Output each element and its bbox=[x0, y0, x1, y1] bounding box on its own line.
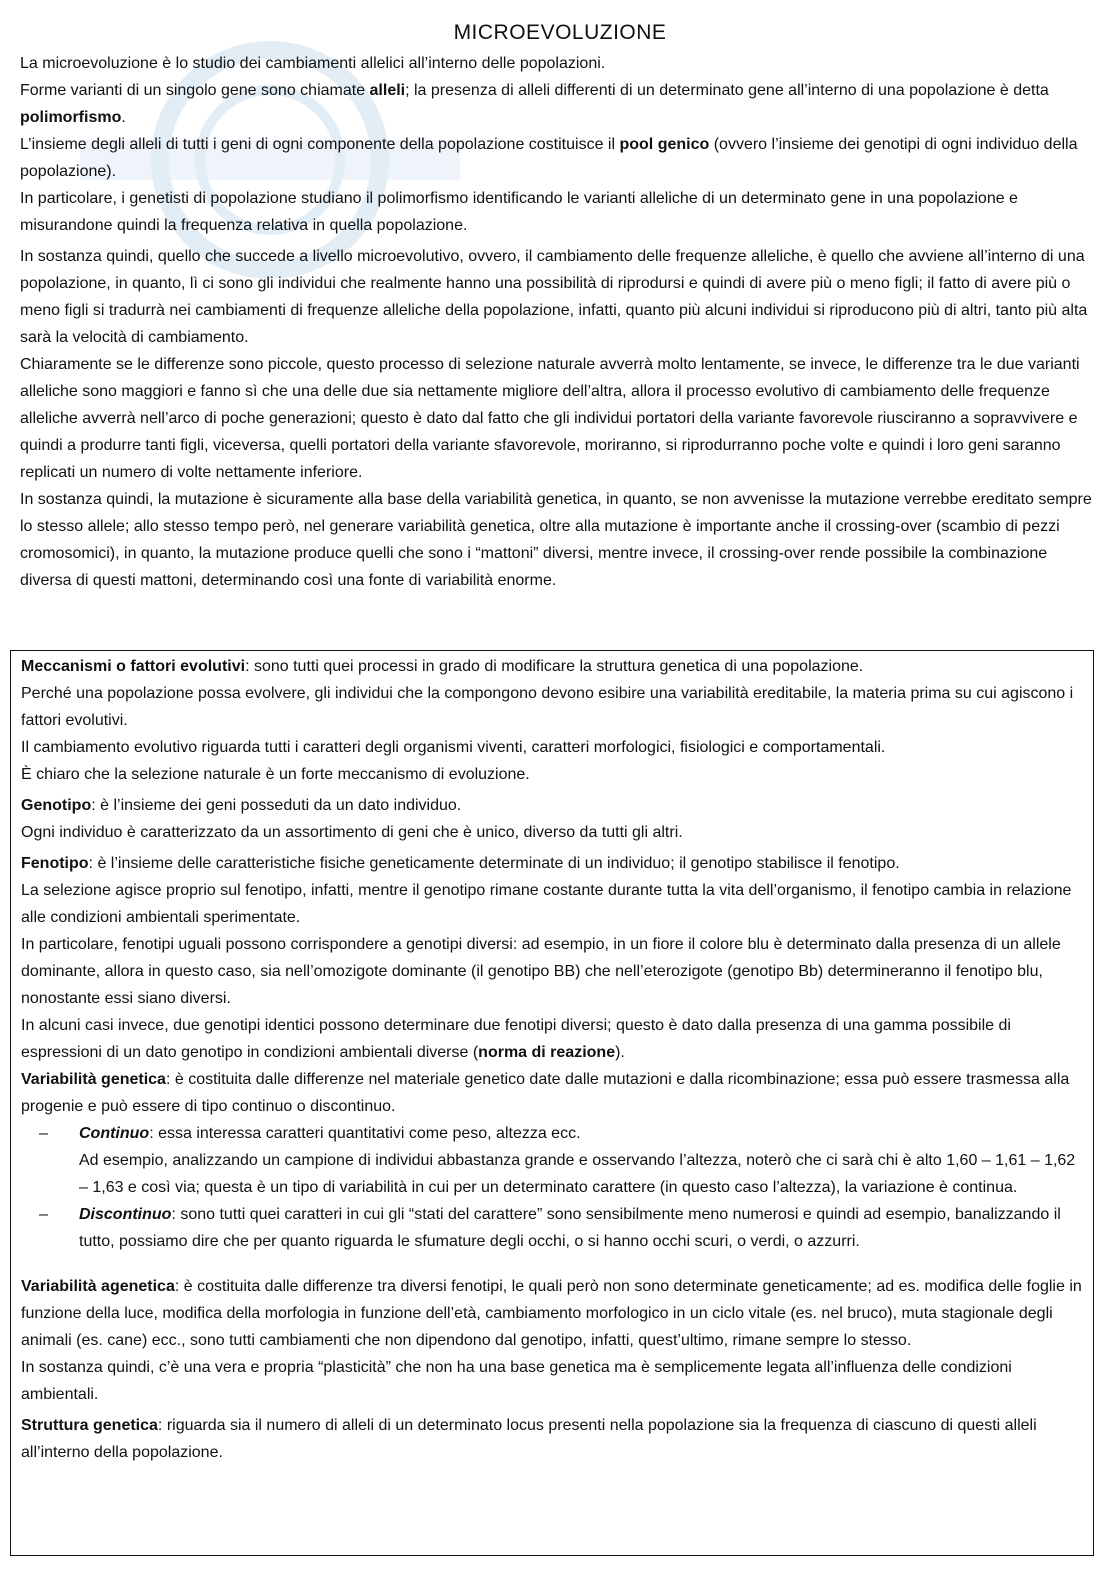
genotipo-line-2: Ogni individuo è caratterizzato da un assortimento di geni che è unico, diverso da tutti gli altri. bbox=[21, 824, 683, 841]
genotipo-definition: Genotipo: è l’insieme dei geni posseduti da un dato individuo. bbox=[21, 797, 462, 814]
struttura-genetica-definition: Struttura genetica: riguarda sia il numero di alleli di un determinato locus presenti nella popolazione sia la frequenza di ciascuno di questi alleli all’interno della popolazione. bbox=[21, 1417, 1037, 1461]
term-polimorfismo: polimorfismo bbox=[20, 109, 122, 126]
term-norma-di-reazione: norma di reazione bbox=[478, 1044, 616, 1061]
list-item-continuo: – Continuo: essa interessa caratteri quantitativi come peso, altezza ecc. Ad esempio, analizzando un campione di individui abbastanza grande e osservando l’altezza, noterò che ci sarà chi è alto 1,60 – 1,61 – 1,62 – 1,63 e così via; questa è un tipo di variabilità in cui per un determinato carattere (in questo caso l’altezza), la variazione è continua. bbox=[21, 1120, 1083, 1201]
intro-paragraph-6: Chiaramente se le differenze sono piccole, questo processo di selezione naturale avverrà molto lentamente, se invece, le differenze tra le due varianti alleliche sono maggiori e fanno sì che una delle due sia nettamente migliore dell’altra, allora il processo evolutivo di cambiamento delle frequenze alleliche avverrà nell’arco di poche generazioni; questo è dato dal fatto che gli individui portatori della variante favorevole riusciranno a sopravvivere e quindi a produrre tanti figli, viceversa, quelli portatori della variante sfavorevole, moriranno, si riprodurranno poche volte e quindi i loro geni saranno replicati un numero di volte nettamente inferiore. bbox=[20, 356, 1080, 481]
meccanismi-line-2: Perché una popolazione possa evolvere, gli individui che la compongono devono esibire una variabilità ereditabile, la materia prima su cui agiscono i fattori evolutivi. bbox=[21, 685, 1074, 729]
fenotipo-line-2: La selezione agisce proprio sul fenotipo, infatti, mentre il genotipo rimane costante durante tutta la vita dell’organismo, il fenotipo cambia in relazione alle condizioni ambientali sperimentate. bbox=[21, 882, 1072, 926]
dash-bullet: – bbox=[39, 1206, 48, 1223]
meccanismi-line-4: È chiaro che la selezione naturale è un forte meccanismo di evoluzione. bbox=[21, 766, 530, 783]
agenetica-line-2: In sostanza quindi, c’è una vera e propria “plasticità” che non ha una base genetica ma è semplicemente legata all’influenza delle condizioni ambientali. bbox=[21, 1359, 1012, 1403]
fenotipo-line-3: In particolare, fenotipi uguali possono corrispondere a genotipi diversi: ad esempio, in un fiore il colore blu è determinato dalla presenza di un allele dominante, allora in questo caso, sia nell’omozigote dominante (il genotipo BB) che nell’eterozigote (genotipo Bb) determineranno il fenotipo blu, nonostante essi siano diversi. bbox=[21, 936, 1061, 1007]
dash-bullet: – bbox=[39, 1125, 48, 1142]
intro-paragraph-3: L’insieme degli alleli di tutti i geni di ogni componente della popolazione costituisce il pool genico (ovvero l’insieme dei genotipi di ogni individuo della popolazione). bbox=[20, 136, 1078, 180]
fenotipo-line-4: In alcuni casi invece, due genotipi identici possono determinare due fenotipi diversi; questo è dato dalla presenza di una gamma possibile di espressioni di un dato genotipo in condizioni ambientali diverse (norma di reazione). bbox=[21, 1017, 1011, 1061]
intro-paragraph-4: In particolare, i genetisti di popolazione studiano il polimorfismo identificando le varianti alleliche di un determinato gene in una popolazione e misurandone quindi la frequenza relativa in quella popolazione. bbox=[20, 190, 1018, 234]
term-alleli: alleli bbox=[369, 82, 406, 99]
variabilita-genetica-definition: Variabilità genetica: è costituita dalle differenze nel materiale genetico date dalle mutazioni e dalla ricombinazione; essa può essere trasmessa alla progenie e può essere di tipo continuo o discontinuo. bbox=[21, 1071, 1070, 1115]
meccanismi-line-3: Il cambiamento evolutivo riguarda tutti i caratteri degli organismi viventi, caratteri morfologici, fisiologici e comportamentali. bbox=[21, 739, 886, 756]
variabilita-list bbox=[21, 1120, 1083, 1255]
document-page bbox=[20, 0, 1100, 594]
definitions-box bbox=[10, 650, 1094, 1556]
meccanismi-definition: Meccanismi o fattori evolutivi: sono tutti quei processi in grado di modificare la struttura genetica di una popolazione. bbox=[21, 658, 864, 675]
fenotipo-definition: Fenotipo: è l’insieme delle caratteristiche fisiche geneticamente determinate di un individuo; il genotipo stabilisce il fenotipo. bbox=[21, 855, 900, 872]
intro-paragraph-2: Forme varianti di un singolo gene sono chiamate alleli; la presenza di alleli differenti di un determinato gene all’interno di una popolazione è detta polimorfismo. bbox=[20, 82, 1049, 126]
variabilita-agenetica-definition: Variabilità agenetica: è costituita dalle differenze tra diversi fenotipi, le quali però non sono determinate geneticamente; ad es. modifica delle foglie in funzione della luce, modifica della morfologia in funzione dell’età, cambiamento morfologico in un ciclo vitale (es. nel bruco), muta stagionale degli animali (es. cane) ecc., sono tutti cambiamenti che non dipendono dal genotipo, infatti, quest’ultimo, rimane sempre lo stesso. bbox=[21, 1278, 1082, 1349]
page-title: MICROEVOLUZIONE bbox=[453, 21, 667, 44]
intro-paragraph-1: La microevoluzione è lo studio dei cambiamenti allelici all’interno delle popolazioni. bbox=[20, 55, 606, 72]
intro-paragraph-7: In sostanza quindi, la mutazione è sicuramente alla base della variabilità genetica, in quanto, se non avvenisse la mutazione verrebbe ereditato sempre lo stesso allele; allo stesso tempo però, nel generare variabilità genetica, oltre alla mutazione è importante anche il crossing-over (scambio di pezzi cromosomici), in quanto, la mutazione produce quelli che sono i “mattoni” diversi, mentre invece, il crossing-over rende possibile la combinazione diversa di questi mattoni, determinando così una fonte di variabilità enorme. bbox=[20, 491, 1092, 589]
intro-paragraph-5: In sostanza quindi, quello che succede a livello microevolutivo, ovvero, il cambiamento delle frequenze alleliche, è quello che avviene all’interno di una popolazione, in quanto, lì ci sono gli individui che realmente hanno una possibilità di riprodursi e quindi di avere più o meno figli; il fatto di avere più o meno figli si tradurrà nei cambiamenti di frequenze alleliche della popolazione, infatti, quanto più alcuni individui si riproducono più di altri, tanto più alta sarà la velocità di cambiamento. bbox=[20, 248, 1088, 346]
term-pool-genico: pool genico bbox=[619, 136, 710, 153]
list-item-discontinuo: – Discontinuo: sono tutti quei caratteri in cui gli “stati del carattere” sono sensibilmente meno numerosi e quindi ad esempio, banalizzando il tutto, possiamo dire che per quanto riguarda le sfumature degli occhi, o si hanno occhi scuri, o verdi, o azzurri. bbox=[21, 1201, 1083, 1255]
